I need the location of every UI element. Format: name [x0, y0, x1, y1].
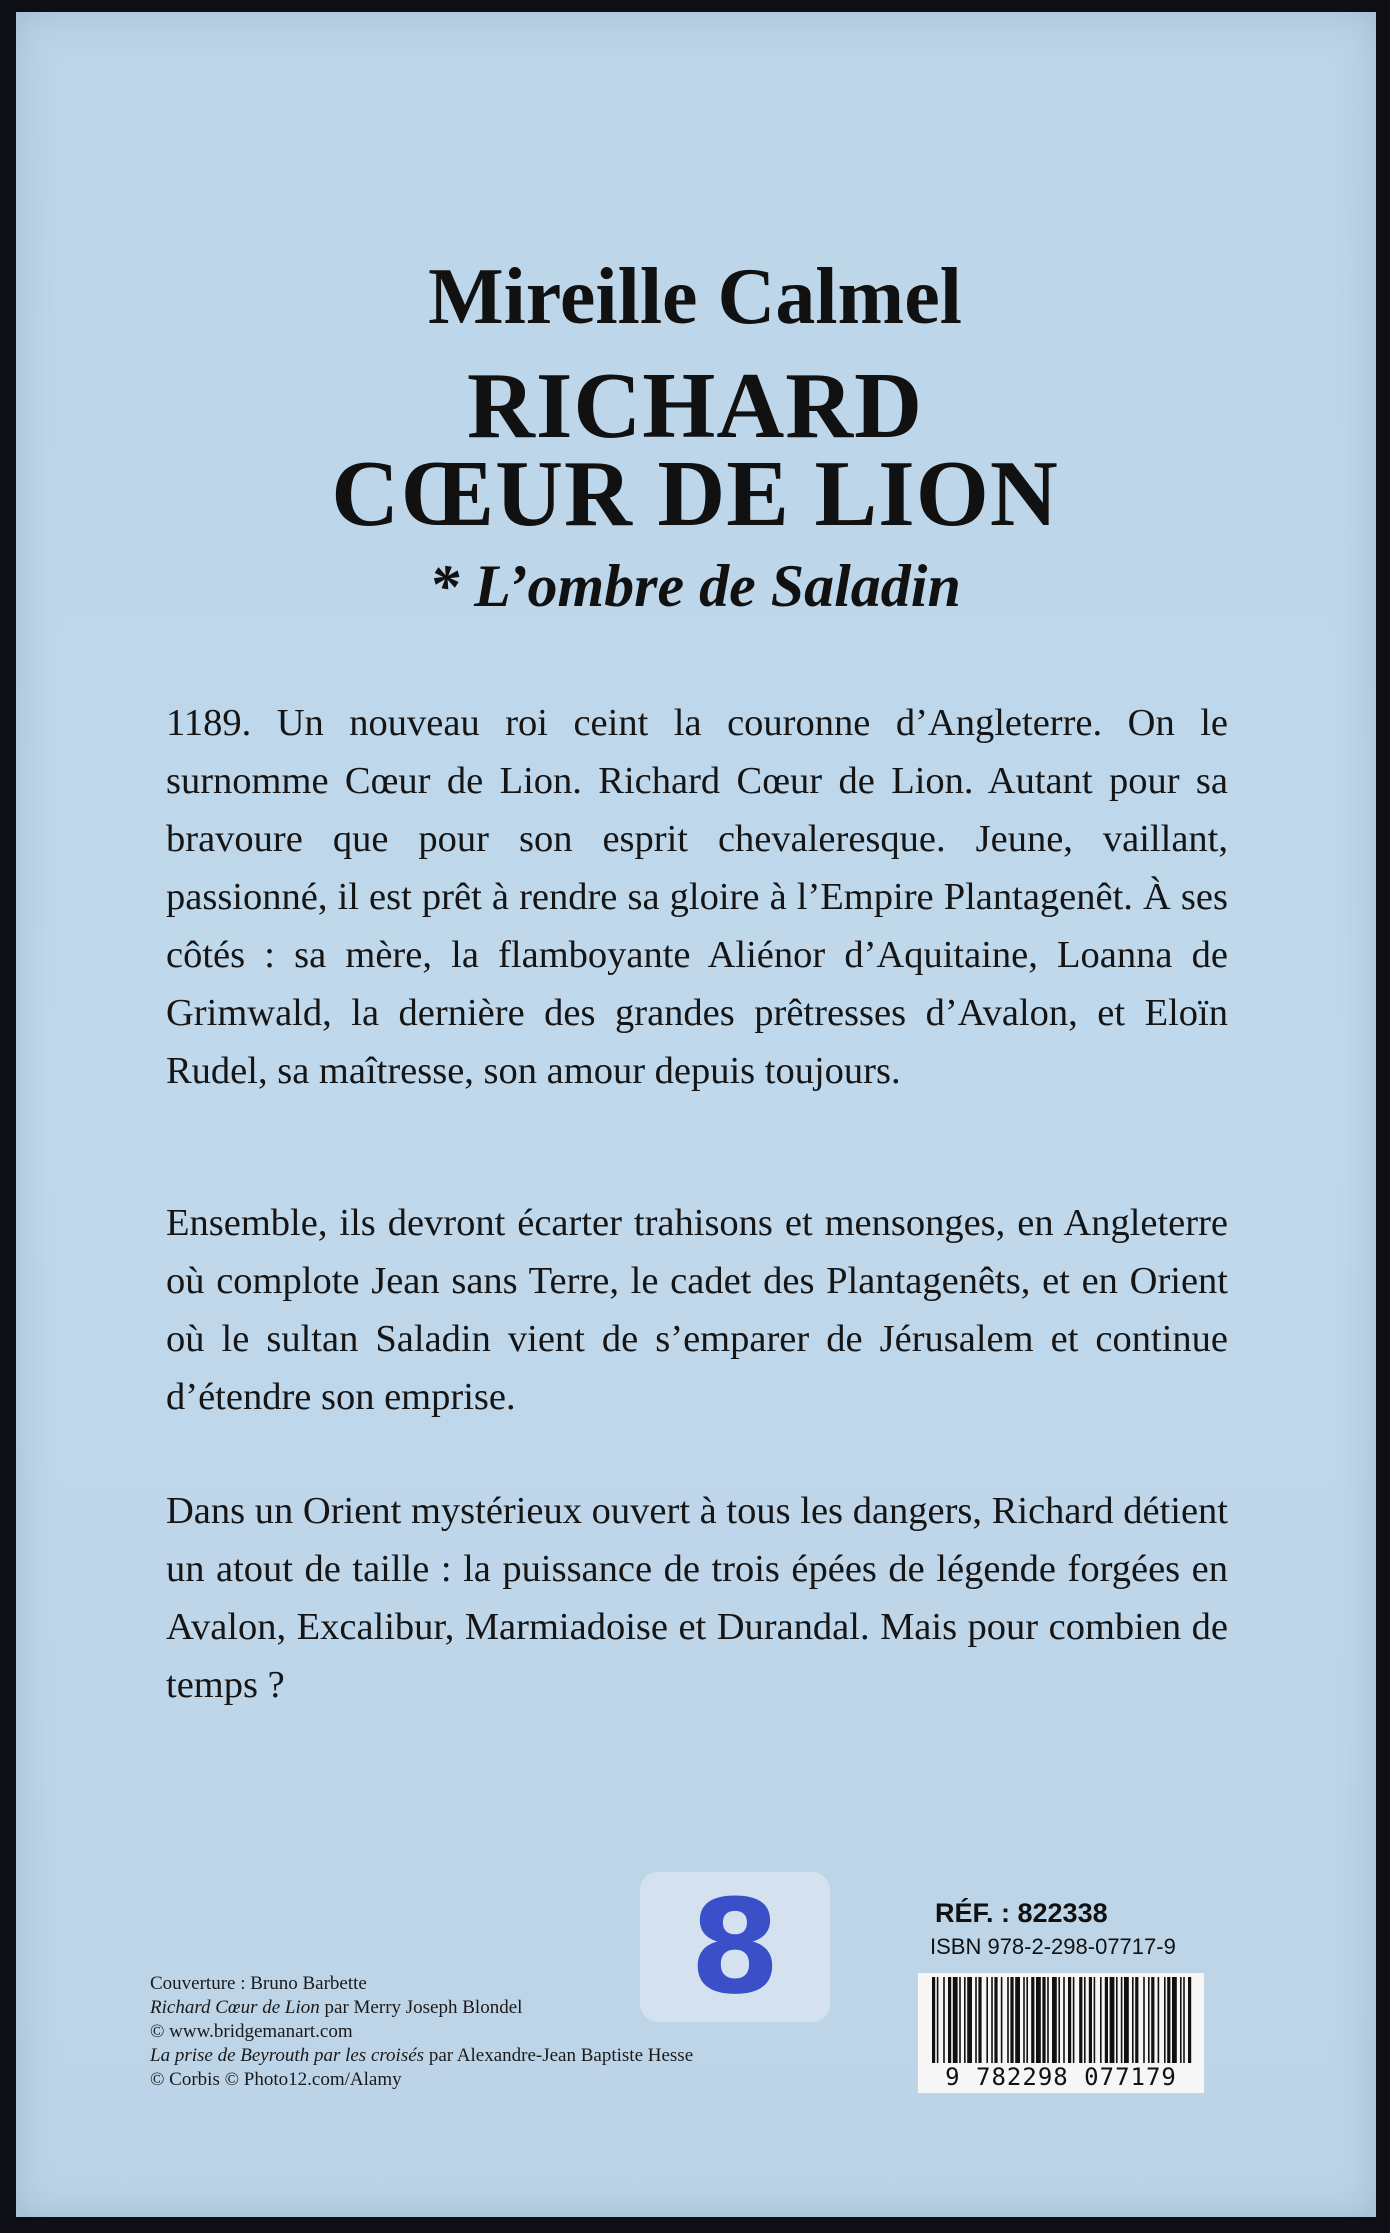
credit-line: Couverture : Bruno Barbette: [150, 1973, 367, 1994]
barcode-bar: [1073, 1977, 1075, 2067]
barcode-bar: [975, 1977, 977, 2067]
barcode-bar: [1010, 1977, 1013, 2067]
barcode-bar: [1052, 1977, 1057, 2067]
barcode-bar: [1047, 1977, 1049, 2067]
barcode-bar: [1042, 1977, 1045, 2067]
barcode-bar: [986, 1977, 988, 2067]
barcode-bar: [1007, 1977, 1009, 2067]
barcode-bar: [1068, 1977, 1071, 2067]
barcode-bar: [1023, 1977, 1025, 2067]
barcode-bar: [1089, 1977, 1092, 2067]
barcode-bar: [1151, 1977, 1154, 2067]
sticker-number: 8: [689, 1871, 781, 2023]
barcode-bar: [1188, 1977, 1191, 2067]
barcode-bar: [1001, 1977, 1003, 2067]
author-name: Mireille Calmel: [428, 253, 962, 341]
barcode-bar: [1183, 1977, 1185, 2067]
barcode-bar: [943, 1977, 945, 2067]
barcode-bar: [1180, 1977, 1182, 2067]
blurb-paragraph-1: 1189. Un nouveau roi ceint la couronne d’Angleterre. On le surnomme Cœur de Lion. Richard Cœur de Lion. Autant pour sa bravoure que pour son esprit chevaleresque. Jeune, vaillant, passionné, il est prêt à rendre sa gloire à l’Empire Plantagenêt. À ses côtés : sa mère, la flamboyante Aliénor d’Aquitaine, Loanna de Grimwald, la dernière des grandes prêtresses d’Avalon, et Eloïn Rudel, sa maîtresse, son amour depuis toujours.: [166, 702, 1228, 1092]
reference-number: RÉF. : 822338: [935, 1898, 1108, 1928]
title-line-1: RICHARD: [466, 354, 924, 458]
barcode-bar: [1058, 1977, 1060, 2067]
barcode-bar: [932, 1977, 935, 2067]
barcode-bar: [1148, 1977, 1150, 2067]
barcode-bar: [991, 1977, 993, 2067]
barcode-bar: [964, 1977, 966, 2067]
isbn: ISBN 978-2-298-07717-9: [930, 1934, 1176, 1959]
barcode-bar: [1143, 1977, 1145, 2067]
barcode-bar: [1110, 1977, 1115, 2067]
credit-line: [150, 1996, 693, 2020]
barcode-bar: [1079, 1977, 1082, 2067]
barcode-bar: [1015, 1977, 1020, 2067]
handwritten-sticker: [640, 1872, 830, 2022]
barcode: [918, 1973, 1204, 2093]
barcode-bar: [1084, 1977, 1086, 2067]
barcode-bar: [1172, 1977, 1177, 2067]
barcode-bar: [1031, 1977, 1034, 2067]
title-line-2: CŒUR DE LION: [331, 442, 1059, 546]
artwork-title: La prise de Beyrouth par les croisés: [150, 2045, 425, 2066]
barcode-bar: [978, 1977, 981, 2067]
credit-line: © Corbis © Photo12.com/Alamy: [150, 2069, 402, 2090]
barcode-bar: [1132, 1977, 1134, 2067]
barcode-bar: [1026, 1977, 1028, 2067]
barcode-bar: [1116, 1977, 1118, 2067]
cover-credits: [150, 1972, 693, 2092]
barcode-bar: [1158, 1977, 1160, 2067]
barcode-bar: [1105, 1977, 1108, 2067]
barcode-bars: [918, 1973, 1204, 2069]
barcode-bar: [994, 1977, 997, 2067]
barcode-bar: [1121, 1977, 1123, 2067]
credit-line: © www.bridgemanart.com: [150, 2021, 353, 2042]
blurb-paragraph-2: Ensemble, ils devront écarter trahisons et mensonges, en Angleterre où complote Jean sans Terre, le cadet des Plantagenêts, et en Orient où le sultan Saladin vient de s’emparer de Jérusalem et continue d’étendre son emprise.: [166, 1202, 1228, 1418]
barcode-bar: [967, 1977, 972, 2067]
artwork-title: Richard Cœur de Lion: [150, 1997, 320, 2018]
subtitle: * L’ombre de Saladin: [429, 553, 961, 619]
credit-line: [150, 2044, 693, 2068]
barcode-bar: [1100, 1977, 1102, 2067]
barcode-bar: [953, 1977, 958, 2067]
barcode-bar: [959, 1977, 961, 2067]
barcode-bar: [937, 1977, 939, 2067]
artwork-artist: par Merry Joseph Blondel: [319, 1997, 523, 2018]
barcode-bar: [1135, 1977, 1138, 2067]
barcode-bar: [948, 1977, 951, 2067]
barcode-bar: [1094, 1977, 1096, 2067]
barcode-bar: [1036, 1977, 1041, 2067]
artwork-artist: par Alexandre-Jean Baptiste Hesse: [424, 2045, 694, 2066]
barcode-bar: [1063, 1977, 1065, 2067]
blurb-paragraph-3: Dans un Orient mystérieux ouvert à tous les dangers, Richard détient un atout de taille : la puissance de trois épées de légende forgées en Avalon, Excalibur, Marmiadoise et Durandal. Mais pour combien de temps ?: [166, 1490, 1228, 1706]
barcode-bar: [1167, 1977, 1170, 2067]
barcode-bar: [1164, 1977, 1166, 2067]
barcode-digits: 9 782298 077179: [918, 2063, 1204, 2091]
barcode-bar: [1124, 1977, 1129, 2067]
